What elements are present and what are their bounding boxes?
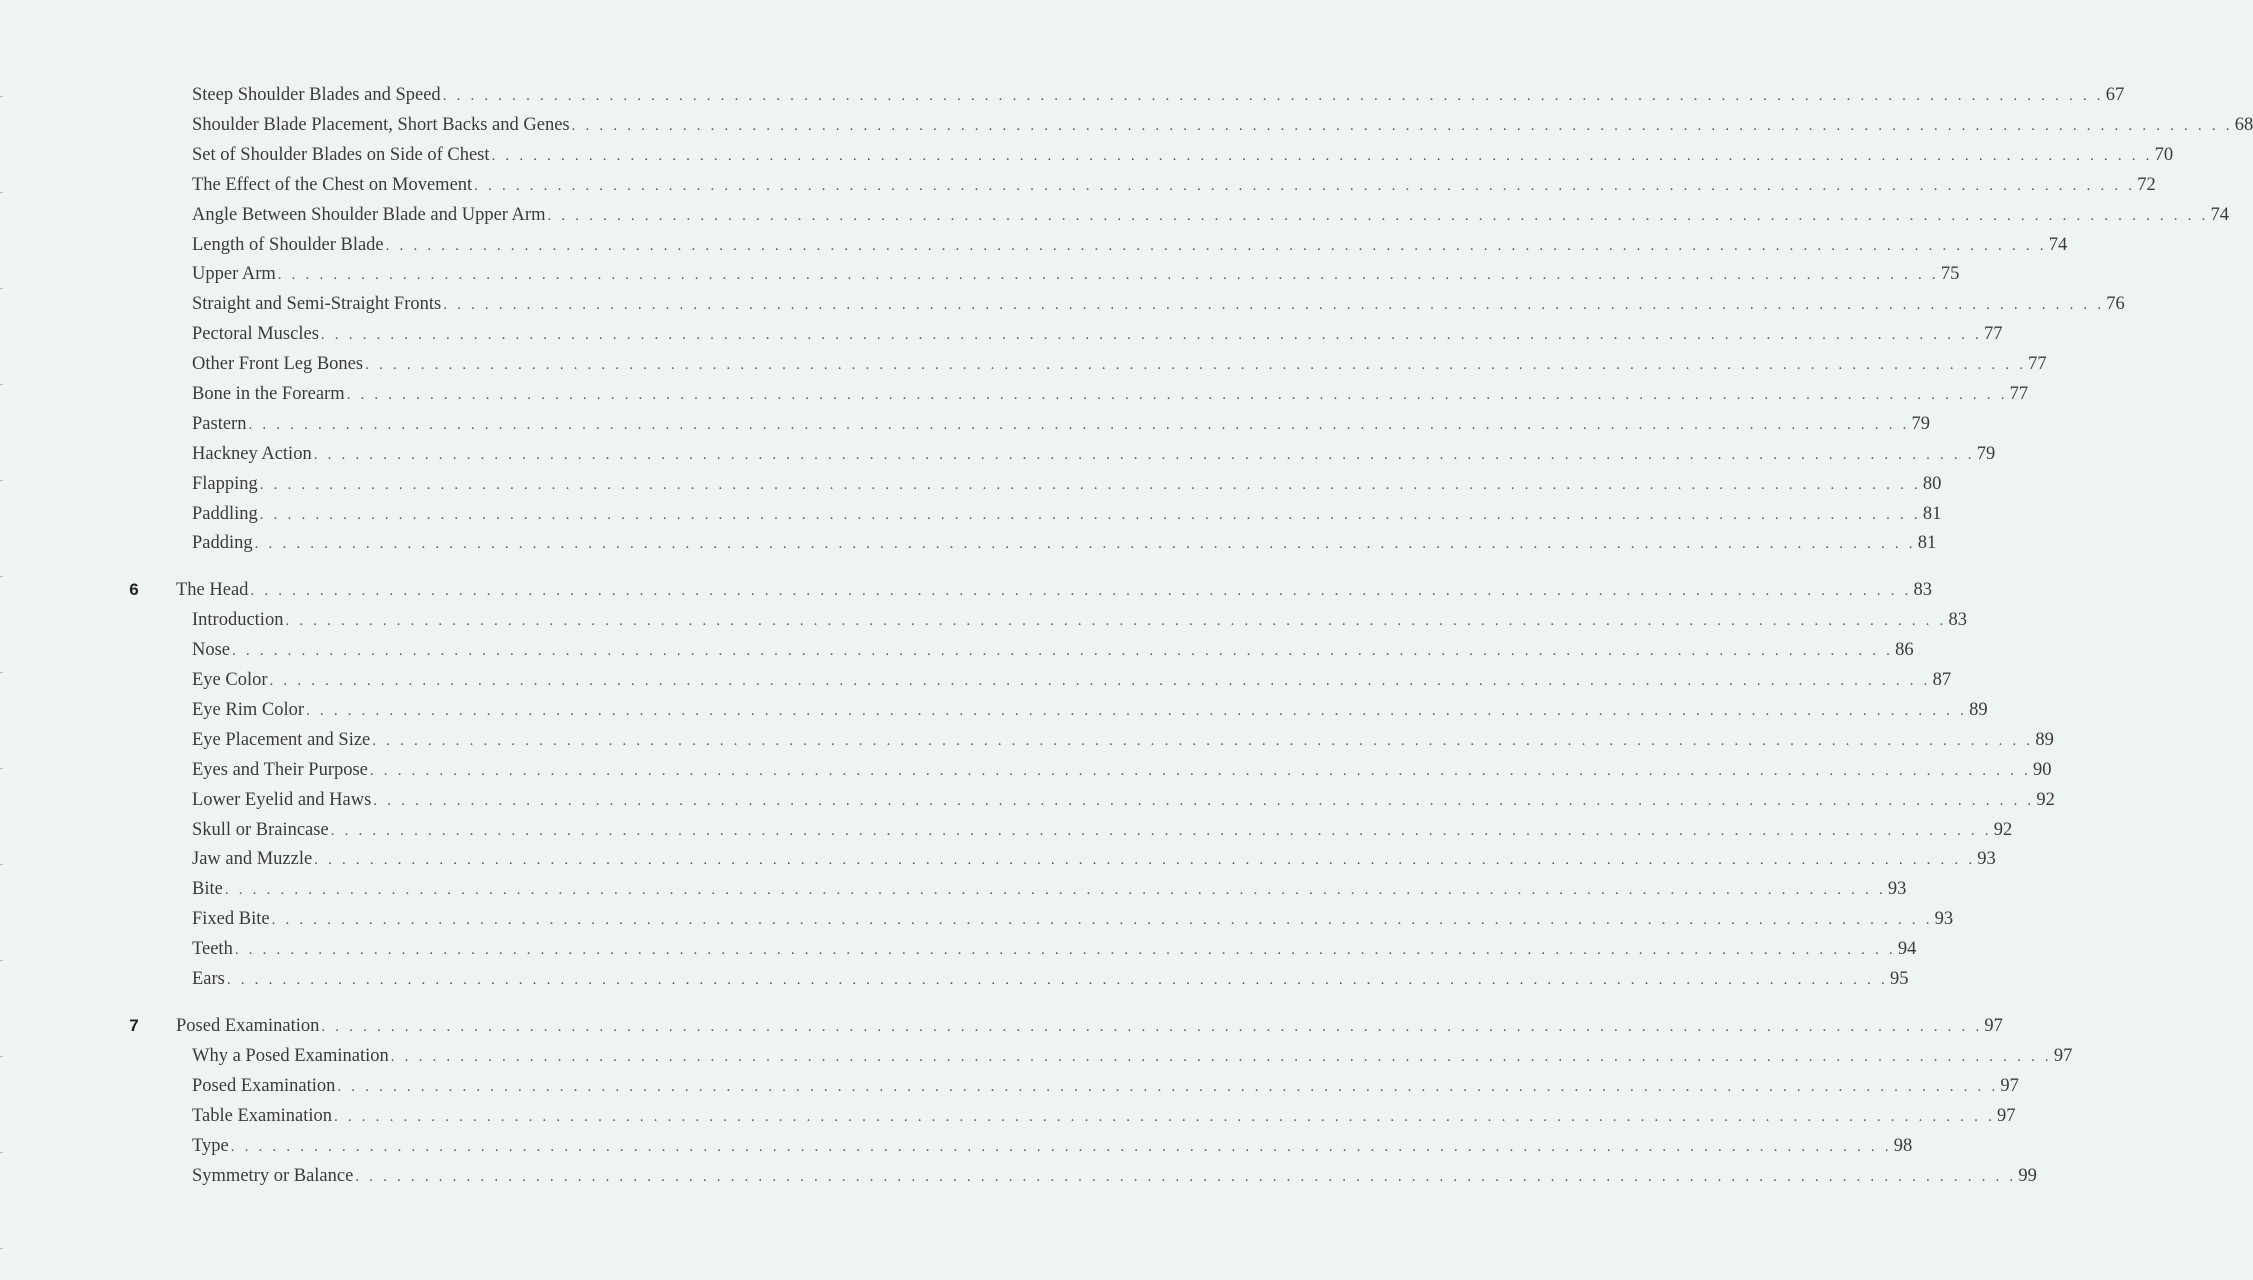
toc-entry-title: Symmetry or Balance [192,1166,354,1186]
toc-entry-page-number: 67 [2105,85,2125,105]
toc-entry-page-number: 72 [2137,175,2156,195]
toc-entry-title: Skull or Braincase [192,820,329,840]
toc-entry-page-number: 98 [1893,1136,1913,1156]
toc-entry-page-number: 92 [2036,790,2055,810]
dot-leader: . . . . . . . . . . . . . . . . . . . . . . . . . . . . . . . . . . . . . . . . . . . . . . . . . . . . . . . . . . . . . . . . . . . . . . . . . . . . . . . . . . . . . . . . . . . . . . . . . . . . . . . . . . . . . . . . . . . . . . . . [333,1109,1996,1125]
toc-entry [192,201,2230,229]
toc-entry [192,845,1996,873]
toc-entry [192,816,2013,844]
dot-leader: . . . . . . . . . . . . . . . . . . . . . . . . . . . . . . . . . . . . . . . . . . . . . . . . . . . . . . . . . . . . . . . . . . . . . . . . . . . . . . . . . . . . . . . . . . . . . . . . . . . . . . . . . . . . . . . . . . . . . . . . [337,1079,1999,1095]
dot-leader: . . . . . . . . . . . . . . . . . . . . . . . . . . . . . . . . . . . . . . . . . . . . . . . . . . . . . . . . . . . . . . . . . . . . . . . . . . . . . . . . . . . . . . . . . . . . . . . . . . . . . . . . . . . . . . . . . . . . . . . . [254,536,1916,552]
toc-entry-page-number: 97 [2053,1046,2073,1066]
toc-entry-title: Length of Shoulder Blade [192,235,384,255]
dot-leader: . . . . . . . . . . . . . . . . . . . . . . . . . . . . . . . . . . . . . . . . . . . . . . . . . . . . . . . . . . . . . . . . . . . . . . . . . . . . . . . . . . . . . . . . . . . . . . . . . . . . . . . . . . . . . . . . . . . . . . . . [442,88,2104,104]
toc-entry-title: Posed Examination [176,1016,320,1036]
toc-entry-page-number: 94 [1897,939,1917,959]
dot-leader: . . . . . . . . . . . . . . . . . . . . . . . . . . . . . . . . . . . . . . . . . . . . . . . . . . . . . . . . . . . . . . . . . . . . . . . . . . . . . . . . . . . . . . . . . . . . . . . . . . . . . . . . . . . . . . . . . . . . . . . . [443,297,2105,313]
page-edge-mark [0,864,3,865]
toc-entry-page-number: 92 [1993,820,2013,840]
toc-entry-page-number: 90 [2032,760,2052,780]
toc-entry-page-number: 87 [1932,670,1952,690]
toc-entry [192,350,2047,378]
toc-entry-title: The Head [176,580,249,600]
toc-entry-title: Nose [192,640,231,660]
toc-entry [192,696,1988,724]
toc-entry [192,231,2068,259]
toc-entry [192,260,1960,288]
toc-entry [192,141,2174,169]
dot-leader: . . . . . . . . . . . . . . . . . . . . . . . . . . . . . . . . . . . . . . . . . . . . . . . . . . . . . . . . . . . . . . . . . . . . . . . . . . . . . . . . . . . . . . . . . . . . . . . . . . . . . . . . . . . . . . . . . . . . . . . . [373,793,2035,809]
toc-entry-title: Jaw and Muzzle [192,849,313,869]
toc-entry-title: Introduction [192,610,284,630]
toc-entry [192,756,2052,784]
toc-entry [192,905,1954,933]
toc-entry-title: Bone in the Forearm [192,384,345,404]
dot-leader: . . . . . . . . . . . . . . . . . . . . . . . . . . . . . . . . . . . . . . . . . . . . . . . . . . . . . . . . . . . . . . . . . . . . . . . . . . . . . . . . . . . . . . . . . . . . . . . . . . . . . . . . . . . . . . . . . . . . . . . . [224,882,1886,898]
toc-entry-page-number: 89 [2035,730,2054,750]
dot-leader: . . . . . . . . . . . . . . . . . . . . . . . . . . . . . . . . . . . . . . . . . . . . . . . . . . . . . . . . . . . . . . . . . . . . . . . . . . . . . . . . . . . . . . . . . . . . . . . . . . . . . . . . . . . . . . . . . . . . . . . . [321,1019,1983,1035]
toc-entry [192,1072,2019,1100]
toc-entry-title: Flapping [192,474,258,494]
toc-entry-title: Shoulder Blade Placement, Short Backs and Genes [192,115,570,135]
dot-leader: . . . . . . . . . . . . . . . . . . . . . . . . . . . . . . . . . . . . . . . . . . . . . . . . . . . . . . . . . . . . . . . . . . . . . . . . . . . . . . . . . . . . . . . . . . . . . . . . . . . . . . . . . . . . . . . . . . . . . . . . [346,387,2008,403]
page-edge-mark [0,960,3,961]
dot-leader: . . . . . . . . . . . . . . . . . . . . . . . . . . . . . . . . . . . . . . . . . . . . . . . . . . . . . . . . . . . . . . . . . . . . . . . . . . . . . . . . . . . . . . . . . . . . . . . . . . . . . . . . . . . . . . . . . . . . . . . . [230,1139,1892,1155]
toc-entry-title: Lower Eyelid and Haws [192,790,372,810]
toc-entry-title: Hackney Action [192,444,312,464]
toc-entry-page-number: 79 [1976,444,1996,464]
toc-entry [192,666,1952,694]
toc-entry [192,935,1917,963]
toc-entry-title: Angle Between Shoulder Blade and Upper Arm [192,205,546,225]
page-edge-mark [0,1056,3,1057]
toc-entry-page-number: 86 [1895,640,1914,660]
toc-entry-title: Set of Shoulder Blades on Side of Chest [192,145,490,165]
page-edge-mark [0,384,3,385]
toc-entry-page-number: 68 [2234,115,2253,135]
toc-entry-page-number: 77 [2009,384,2029,404]
toc-entry-title: Eye Placement and Size [192,730,371,750]
toc-entry-title: Steep Shoulder Blades and Speed [192,85,441,105]
toc-entry [192,726,2054,754]
toc-entry [192,470,1942,498]
toc-entry-title: Eye Color [192,670,268,690]
page-edge-mark [0,768,3,769]
toc-entry-page-number: 74 [2210,205,2230,225]
toc-entry-page-number: 83 [1913,580,1932,600]
toc-entry-page-number: 93 [1934,909,1954,929]
toc-entry-title: Eye Rim Color [192,700,305,720]
toc-entry [192,606,1968,634]
dot-leader: . . . . . . . . . . . . . . . . . . . . . . . . . . . . . . . . . . . . . . . . . . . . . . . . . . . . . . . . . . . . . . . . . . . . . . . . . . . . . . . . . . . . . . . . . . . . . . . . . . . . . . . . . . . . . . . . . . . . . . . . [250,583,1912,599]
chapter-number: 7 [129,1016,139,1035]
dot-leader: . . . . . . . . . . . . . . . . . . . . . . . . . . . . . . . . . . . . . . . . . . . . . . . . . . . . . . . . . . . . . . . . . . . . . . . . . . . . . . . . . . . . . . . . . . . . . . . . . . . . . . . . . . . . . . . . . . . . . . . . [571,118,2233,134]
toc-entry [192,965,1909,993]
page-edge-mark [0,192,3,193]
toc-entry-title: Fixed Bite [192,909,270,929]
toc-entry-page-number: 95 [1889,969,1909,989]
toc-entry-title: Teeth [192,939,233,959]
toc-entry-page-number: 93 [1977,849,1996,869]
toc-entry-page-number: 81 [1917,533,1937,553]
page-edge-mark [0,1248,3,1249]
toc-entry-page-number: 89 [1969,700,1988,720]
toc-entry-page-number: 97 [1997,1106,2016,1126]
toc-entry [192,171,2156,199]
toc-entry [192,1162,2037,1190]
chapter-number: 6 [129,580,139,599]
dot-leader: . . . . . . . . . . . . . . . . . . . . . . . . . . . . . . . . . . . . . . . . . . . . . . . . . . . . . . . . . . . . . . . . . . . . . . . . . . . . . . . . . . . . . . . . . . . . . . . . . . . . . . . . . . . . . . . . . . . . . . . . [314,852,1976,868]
toc-entry-title: Upper Arm [192,264,276,284]
toc-entry-title: Padding [192,533,253,553]
dot-leader: . . . . . . . . . . . . . . . . . . . . . . . . . . . . . . . . . . . . . . . . . . . . . . . . . . . . . . . . . . . . . . . . . . . . . . . . . . . . . . . . . . . . . . . . . . . . . . . . . . . . . . . . . . . . . . . . . . . . . . . . [355,1169,2017,1185]
dot-leader: . . . . . . . . . . . . . . . . . . . . . . . . . . . . . . . . . . . . . . . . . . . . . . . . . . . . . . . . . . . . . . . . . . . . . . . . . . . . . . . . . . . . . . . . . . . . . . . . . . . . . . . . . . . . . . . . . . . . . . . . [320,327,1982,343]
dot-leader: . . . . . . . . . . . . . . . . . . . . . . . . . . . . . . . . . . . . . . . . . . . . . . . . . . . . . . . . . . . . . . . . . . . . . . . . . . . . . . . . . . . . . . . . . . . . . . . . . . . . . . . . . . . . . . . . . . . . . . . . [269,673,1931,689]
toc-entry-title: Ears [192,969,225,989]
toc-entry-page-number: 81 [1922,504,1942,524]
toc-entry-title: Table Examination [192,1106,332,1126]
dot-leader: . . . . . . . . . . . . . . . . . . . . . . . . . . . . . . . . . . . . . . . . . . . . . . . . . . . . . . . . . . . . . . . . . . . . . . . . . . . . . . . . . . . . . . . . . . . . . . . . . . . . . . . . . . . . . . . . . . . . . . . . [372,733,2034,749]
dot-leader: . . . . . . . . . . . . . . . . . . . . . . . . . . . . . . . . . . . . . . . . . . . . . . . . . . . . . . . . . . . . . . . . . . . . . . . . . . . . . . . . . . . . . . . . . . . . . . . . . . . . . . . . . . . . . . . . . . . . . . . . [277,267,1939,283]
page-edge-mark [0,672,3,673]
toc-entry [192,81,2125,109]
dot-leader: . . . . . . . . . . . . . . . . . . . . . . . . . . . . . . . . . . . . . . . . . . . . . . . . . . . . . . . . . . . . . . . . . . . . . . . . . . . . . . . . . . . . . . . . . . . . . . . . . . . . . . . . . . . . . . . . . . . . . . . . [390,1049,2052,1065]
toc-entry-title: Pectoral Muscles [192,324,319,344]
dot-leader: . . . . . . . . . . . . . . . . . . . . . . . . . . . . . . . . . . . . . . . . . . . . . . . . . . . . . . . . . . . . . . . . . . . . . . . . . . . . . . . . . . . . . . . . . . . . . . . . . . . . . . . . . . . . . . . . . . . . . . . . [385,238,2047,254]
toc-entry-page-number: 77 [1983,324,2003,344]
toc-entry [192,111,2253,139]
toc-entry-page-number: 74 [2048,235,2068,255]
toc-entry-title: Other Front Leg Bones [192,354,364,374]
toc-entry-page-number: 83 [1948,610,1968,630]
toc-entry [192,1102,2016,1130]
toc-entry [192,1132,1913,1160]
toc-entry-page-number: 76 [2106,294,2125,314]
page-edge-mark [0,480,3,481]
dot-leader: . . . . . . . . . . . . . . . . . . . . . . . . . . . . . . . . . . . . . . . . . . . . . . . . . . . . . . . . . . . . . . . . . . . . . . . . . . . . . . . . . . . . . . . . . . . . . . . . . . . . . . . . . . . . . . . . . . . . . . . . [365,357,2027,373]
dot-leader: . . . . . . . . . . . . . . . . . . . . . . . . . . . . . . . . . . . . . . . . . . . . . . . . . . . . . . . . . . . . . . . . . . . . . . . . . . . . . . . . . . . . . . . . . . . . . . . . . . . . . . . . . . . . . . . . . . . . . . . . [226,972,1888,988]
toc-entry [192,380,2029,408]
page-edge-mark [0,96,3,97]
toc-entry [192,320,2003,348]
toc-entry-title: Eyes and Their Purpose [192,760,368,780]
toc-entry [192,636,1914,664]
toc-entry-title: Pastern [192,414,247,434]
dot-leader: . . . . . . . . . . . . . . . . . . . . . . . . . . . . . . . . . . . . . . . . . . . . . . . . . . . . . . . . . . . . . . . . . . . . . . . . . . . . . . . . . . . . . . . . . . . . . . . . . . . . . . . . . . . . . . . . . . . . . . . . [234,942,1896,958]
dot-leader: . . . . . . . . . . . . . . . . . . . . . . . . . . . . . . . . . . . . . . . . . . . . . . . . . . . . . . . . . . . . . . . . . . . . . . . . . . . . . . . . . . . . . . . . . . . . . . . . . . . . . . . . . . . . . . . . . . . . . . . . [232,643,1894,659]
toc-entry-page-number: 70 [2154,145,2174,165]
page-edge-mark [0,1152,3,1153]
toc-entry [192,410,1931,438]
toc-entry [192,1042,2073,1070]
toc-entry-title: Posed Examination [192,1076,336,1096]
toc-entry-title: Why a Posed Examination [192,1046,389,1066]
page-edge-mark [0,576,3,577]
toc-entry [192,529,1937,557]
toc-chapter-entry [176,576,1932,604]
dot-leader: . . . . . . . . . . . . . . . . . . . . . . . . . . . . . . . . . . . . . . . . . . . . . . . . . . . . . . . . . . . . . . . . . . . . . . . . . . . . . . . . . . . . . . . . . . . . . . . . . . . . . . . . . . . . . . . . . . . . . . . . [285,613,1947,629]
dot-leader: . . . . . . . . . . . . . . . . . . . . . . . . . . . . . . . . . . . . . . . . . . . . . . . . . . . . . . . . . . . . . . . . . . . . . . . . . . . . . . . . . . . . . . . . . . . . . . . . . . . . . . . . . . . . . . . . . . . . . . . . [369,763,2031,779]
toc-entry-page-number: 80 [1922,474,1942,494]
toc-entry [192,875,1907,903]
dot-leader: . . . . . . . . . . . . . . . . . . . . . . . . . . . . . . . . . . . . . . . . . . . . . . . . . . . . . . . . . . . . . . . . . . . . . . . . . . . . . . . . . . . . . . . . . . . . . . . . . . . . . . . . . . . . . . . . . . . . . . . . [491,148,2153,164]
toc-entry [192,440,1996,468]
page-edge-mark [0,288,3,289]
toc-chapter-entry [176,1012,2003,1040]
toc-entry-page-number: 77 [2028,354,2047,374]
toc-entry-page-number: 79 [1911,414,1931,434]
toc-entry-page-number: 97 [1984,1016,2003,1036]
toc-entry-title: The Effect of the Chest on Movement [192,175,473,195]
dot-leader: . . . . . . . . . . . . . . . . . . . . . . . . . . . . . . . . . . . . . . . . . . . . . . . . . . . . . . . . . . . . . . . . . . . . . . . . . . . . . . . . . . . . . . . . . . . . . . . . . . . . . . . . . . . . . . . . . . . . . . . . [271,912,1933,928]
dot-leader: . . . . . . . . . . . . . . . . . . . . . . . . . . . . . . . . . . . . . . . . . . . . . . . . . . . . . . . . . . . . . . . . . . . . . . . . . . . . . . . . . . . . . . . . . . . . . . . . . . . . . . . . . . . . . . . . . . . . . . . . [547,208,2209,224]
toc-entry-page-number: 99 [2018,1166,2037,1186]
toc-entry-title: Paddling [192,504,258,524]
toc-entry [192,500,1942,528]
dot-leader: . . . . . . . . . . . . . . . . . . . . . . . . . . . . . . . . . . . . . . . . . . . . . . . . . . . . . . . . . . . . . . . . . . . . . . . . . . . . . . . . . . . . . . . . . . . . . . . . . . . . . . . . . . . . . . . . . . . . . . . . [313,447,1975,463]
toc-entry-page-number: 93 [1887,879,1907,899]
dot-leader: . . . . . . . . . . . . . . . . . . . . . . . . . . . . . . . . . . . . . . . . . . . . . . . . . . . . . . . . . . . . . . . . . . . . . . . . . . . . . . . . . . . . . . . . . . . . . . . . . . . . . . . . . . . . . . . . . . . . . . . . [474,178,2136,194]
dot-leader: . . . . . . . . . . . . . . . . . . . . . . . . . . . . . . . . . . . . . . . . . . . . . . . . . . . . . . . . . . . . . . . . . . . . . . . . . . . . . . . . . . . . . . . . . . . . . . . . . . . . . . . . . . . . . . . . . . . . . . . . [259,507,1921,523]
dot-leader: . . . . . . . . . . . . . . . . . . . . . . . . . . . . . . . . . . . . . . . . . . . . . . . . . . . . . . . . . . . . . . . . . . . . . . . . . . . . . . . . . . . . . . . . . . . . . . . . . . . . . . . . . . . . . . . . . . . . . . . . [259,477,1921,493]
dot-leader: . . . . . . . . . . . . . . . . . . . . . . . . . . . . . . . . . . . . . . . . . . . . . . . . . . . . . . . . . . . . . . . . . . . . . . . . . . . . . . . . . . . . . . . . . . . . . . . . . . . . . . . . . . . . . . . . . . . . . . . . [248,417,1910,433]
dot-leader: . . . . . . . . . . . . . . . . . . . . . . . . . . . . . . . . . . . . . . . . . . . . . . . . . . . . . . . . . . . . . . . . . . . . . . . . . . . . . . . . . . . . . . . . . . . . . . . . . . . . . . . . . . . . . . . . . . . . . . . . [330,823,1992,839]
toc-entry [192,290,2125,318]
toc-entry-title: Type [192,1136,229,1156]
toc-entry-title: Straight and Semi-Straight Fronts [192,294,442,314]
toc-entry-title: Bite [192,879,223,899]
toc-entry [192,786,2055,814]
dot-leader: . . . . . . . . . . . . . . . . . . . . . . . . . . . . . . . . . . . . . . . . . . . . . . . . . . . . . . . . . . . . . . . . . . . . . . . . . . . . . . . . . . . . . . . . . . . . . . . . . . . . . . . . . . . . . . . . . . . . . . . . [306,703,1968,719]
toc-entry-page-number: 75 [1940,264,1960,284]
toc-entry-page-number: 97 [2000,1076,2019,1096]
